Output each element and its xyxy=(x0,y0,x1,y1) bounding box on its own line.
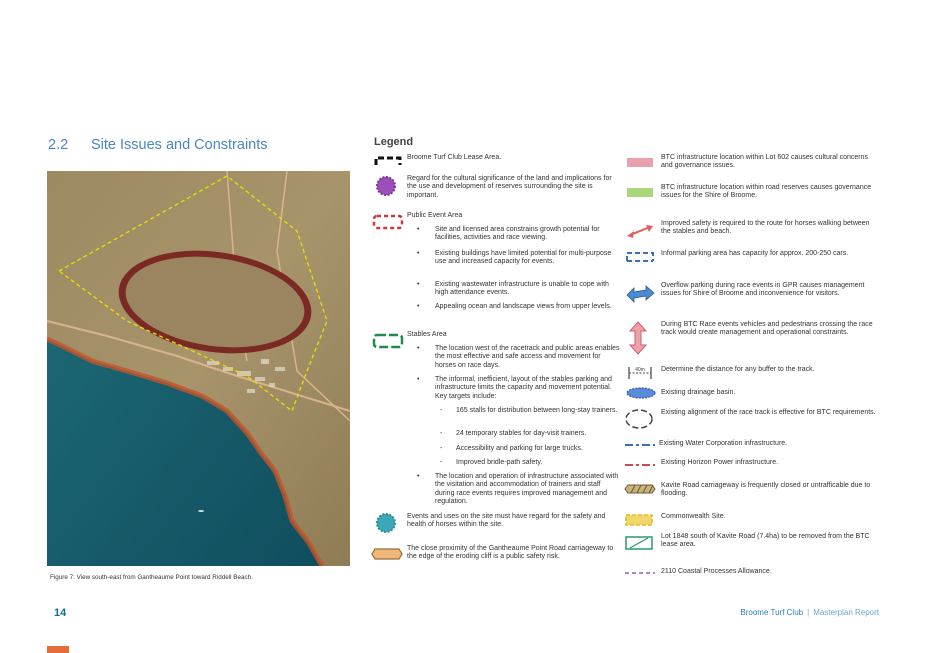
buffer-distance-label: 40m xyxy=(635,367,645,373)
legend-right-item: Kavite Road carriageway is frequently closed or untrafficable due to flooding. xyxy=(661,482,871,498)
public-event-bullet: • Site and licensed area constrains growth potential for facilities, activities and race viewing. xyxy=(417,226,600,242)
public-event-bullet: • Existing buildings have limited potential for multi-purpose use and increased capacity for events. xyxy=(417,250,612,266)
horizon-power-line xyxy=(624,461,656,469)
section-title: Site Issues and Constraints xyxy=(91,137,268,153)
drainage-basin-icon xyxy=(625,386,657,400)
stables-sub-item: - 165 stalls for distribution between long-stay trainers. xyxy=(440,407,618,414)
cultural-significance-icon xyxy=(374,174,398,198)
legend-right-item: Existing Horizon Power infrastructure. xyxy=(661,459,779,466)
coastal-allowance-line xyxy=(624,569,656,577)
legend-right-item: Informal parking area has capacity for approx. 200-250 cars. xyxy=(661,250,849,257)
legend-right-item: Existing Water Corporation infrastructure. xyxy=(659,440,788,447)
footer-brand: Broome Turf Club | Masterplan Report xyxy=(740,608,879,617)
legend-right-item: BTC infrastructure location within Lot 602 causes cultural concerns and governance issues. xyxy=(661,154,868,170)
legend-right-item: Overflow parking during race events in GPR causes management issues for Shire of Broome and inconvenience for visitors. xyxy=(661,282,865,298)
section-number: 2.2 xyxy=(48,137,69,153)
stables-sub-item: - Accessibility and parking for large trucks. xyxy=(440,445,583,452)
figure-caption: Figure 7: View south-east from Gantheaume Point toward Riddell Beach. xyxy=(50,574,253,581)
public-event-bullet: • Appealing ocean and landscape views from upper levels. xyxy=(417,303,612,310)
overflow-parking-icon xyxy=(624,285,656,303)
race-track-alignment-icon xyxy=(623,407,655,431)
crossing-arrow-icon xyxy=(627,320,649,356)
stables-sub-item: - Improved bridle-path safety. xyxy=(440,459,543,466)
stables-heading: Stables Area xyxy=(407,331,447,338)
aerial-photo xyxy=(47,171,350,566)
gantheaume-road-icon xyxy=(371,546,403,562)
lease-area-icon xyxy=(374,155,402,167)
legend-right-item: Commonwealth Site. xyxy=(661,513,726,520)
road-reserves-swatch xyxy=(625,187,655,199)
legend-right-item: Determine the distance for any buffer to the track. xyxy=(661,366,815,373)
public-event-area-icon xyxy=(372,214,404,230)
lot-602-swatch xyxy=(625,157,655,169)
informal-parking-icon xyxy=(624,250,656,264)
stables-bullet: • The location west of the racetrack and public areas enables the most effective and safe access and movement for horses on race days. xyxy=(417,345,620,369)
legend-right-item: 2110 Coastal Processes Allowance. xyxy=(661,568,772,575)
legend-right-item: BTC infrastructure location within road reserves causes governance issues for the Shire of Broome. xyxy=(661,184,872,200)
page-number: 14 xyxy=(54,607,67,619)
public-event-heading: Public Event Area xyxy=(407,212,463,219)
legend-right-item: During BTC Race events vehicles and pedestrians crossing the race track would create management and operational constraints. xyxy=(661,321,873,337)
stables-bullet: • The location and operation of infrastructure associated with the visitation and accommodation of trainers and staff during race events requires improved management and regulation. xyxy=(417,473,619,505)
legend-gantheaume: The close proximity of the Gantheaume Point Road carriageway to the edge of the eroding cliff is a public safety risk. xyxy=(407,545,614,561)
legend-lease-area: Broome Turf Club Lease Area. xyxy=(407,154,502,161)
accent-bar xyxy=(47,646,69,653)
legend-right-item: Improved safety is required to the route for horses walking between the stables and beach. xyxy=(661,220,870,236)
legend-title: Legend xyxy=(374,136,414,148)
legend-cultural: Regard for the cultural significance of the land and implications for the use and development of reserves surrounding the site is important. xyxy=(407,175,612,199)
legend-right-item: Lot 1848 south of Kavite Road (7.4ha) to be removed from the BTC lease area. xyxy=(661,533,870,549)
stables-sub-item: - 24 temporary stables for day-visit trainers. xyxy=(440,430,587,437)
water-corporation-line xyxy=(624,441,656,449)
legend-right-item: Existing drainage basin. xyxy=(661,389,736,396)
legend-horses: Events and uses on the site must have regard for the safety and health of horses within the site. xyxy=(407,513,606,529)
commonwealth-site-icon xyxy=(624,513,654,527)
horse-route-arrow-icon xyxy=(625,222,655,240)
legend-right-item: Existing alignment of the race track is effective for BTC requirements. xyxy=(661,409,876,416)
stables-area-icon xyxy=(372,333,404,349)
lot-1848-icon xyxy=(624,535,654,551)
horse-safety-icon xyxy=(374,511,398,535)
stables-bullet: • The informal, inefficient, layout of the stables parking and infrastructure limits the capacity and movement potential. Key targets include: xyxy=(417,376,612,400)
public-event-bullet: • Existing wastewater infrastructure is unable to cope with high attendance events. xyxy=(417,281,609,297)
buffer-distance-icon xyxy=(625,364,655,382)
kavite-road-icon xyxy=(624,482,656,496)
